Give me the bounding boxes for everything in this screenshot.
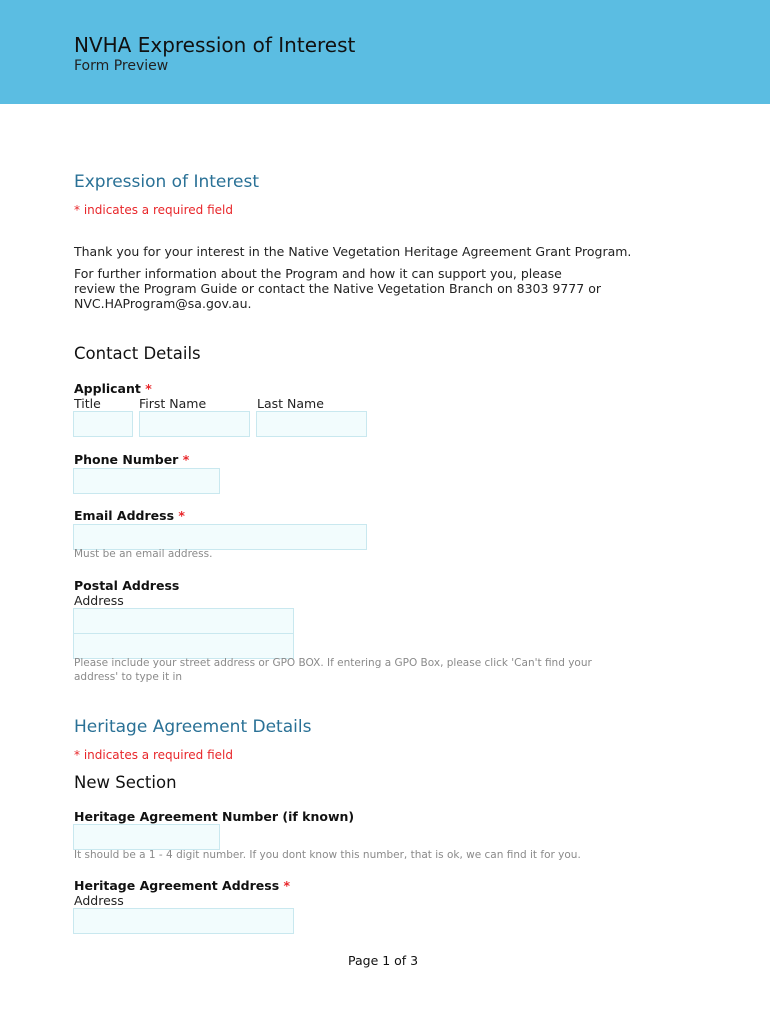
email-address-label	[74, 508, 185, 523]
page-number: Page 1 of 3	[348, 953, 419, 968]
form-subtitle: Form Preview	[74, 58, 169, 74]
eoi-section-title: Expression of Interest	[74, 172, 259, 192]
phone-number-label	[74, 452, 189, 467]
postal-address-hint-line-2: address' to type it in	[74, 671, 183, 683]
title-field-label: Title	[74, 396, 101, 411]
heritage-address-label	[74, 878, 290, 893]
first-name-input[interactable]	[139, 411, 250, 437]
intro-text-line-1: Thank you for your interest in the Native Vegetation Heritage Agreement Grant Program.	[74, 244, 632, 259]
heritage-number-label: Heritage Agreement Number (if known)	[74, 809, 355, 824]
applicant-label-text: Applicant	[74, 381, 141, 396]
postal-address-sub-label: Address	[74, 593, 124, 608]
email-address-label-text: Email Address	[74, 508, 175, 523]
postal-address-label: Postal Address	[74, 578, 180, 593]
heritage-address-input[interactable]	[73, 908, 294, 934]
required-asterisk: *	[145, 381, 152, 396]
eoi-required-note: * indicates a required field	[74, 203, 233, 217]
form-title: NVHA Expression of Interest	[74, 33, 356, 57]
applicant-label	[74, 381, 152, 396]
intro-text-line-2: For further information about the Program and how it can support you, please	[74, 266, 562, 281]
email-hint: Must be an email address.	[74, 548, 213, 560]
postal-address-line-1-input[interactable]	[73, 608, 294, 634]
required-asterisk: *	[283, 878, 291, 893]
heritage-required-note: * indicates a required field	[74, 748, 233, 762]
contact-details-heading: Contact Details	[74, 344, 201, 363]
postal-address-hint-line-1: Please include your street address or GPO BOX. If entering a GPO Box, please click 'Can't find your	[74, 657, 592, 669]
phone-number-label-text: Phone Number	[74, 452, 179, 467]
heritage-number-input[interactable]	[73, 824, 220, 850]
intro-text-line-4: NVC.HAProgram@sa.gov.au.	[74, 296, 252, 311]
form-header	[0, 0, 770, 104]
first-name-field-label: First Name	[139, 396, 207, 411]
required-asterisk: *	[178, 508, 185, 523]
required-asterisk: *	[182, 452, 190, 467]
phone-number-input[interactable]	[73, 468, 220, 494]
heritage-address-sub-label: Address	[74, 893, 124, 908]
last-name-field-label: Last Name	[257, 396, 324, 411]
heritage-section-title: Heritage Agreement Details	[74, 717, 312, 737]
heritage-number-hint: It should be a 1 - 4 digit number. If you dont know this number, that is ok, we can find it for you.	[74, 849, 581, 861]
new-section-heading: New Section	[74, 773, 177, 792]
title-input[interactable]	[73, 411, 133, 437]
heritage-address-label-text: Heritage Agreement Address	[74, 878, 280, 893]
last-name-input[interactable]	[256, 411, 367, 437]
intro-text-line-3: review the Program Guide or contact the Native Vegetation Branch on 8303 9777 or	[74, 281, 601, 296]
